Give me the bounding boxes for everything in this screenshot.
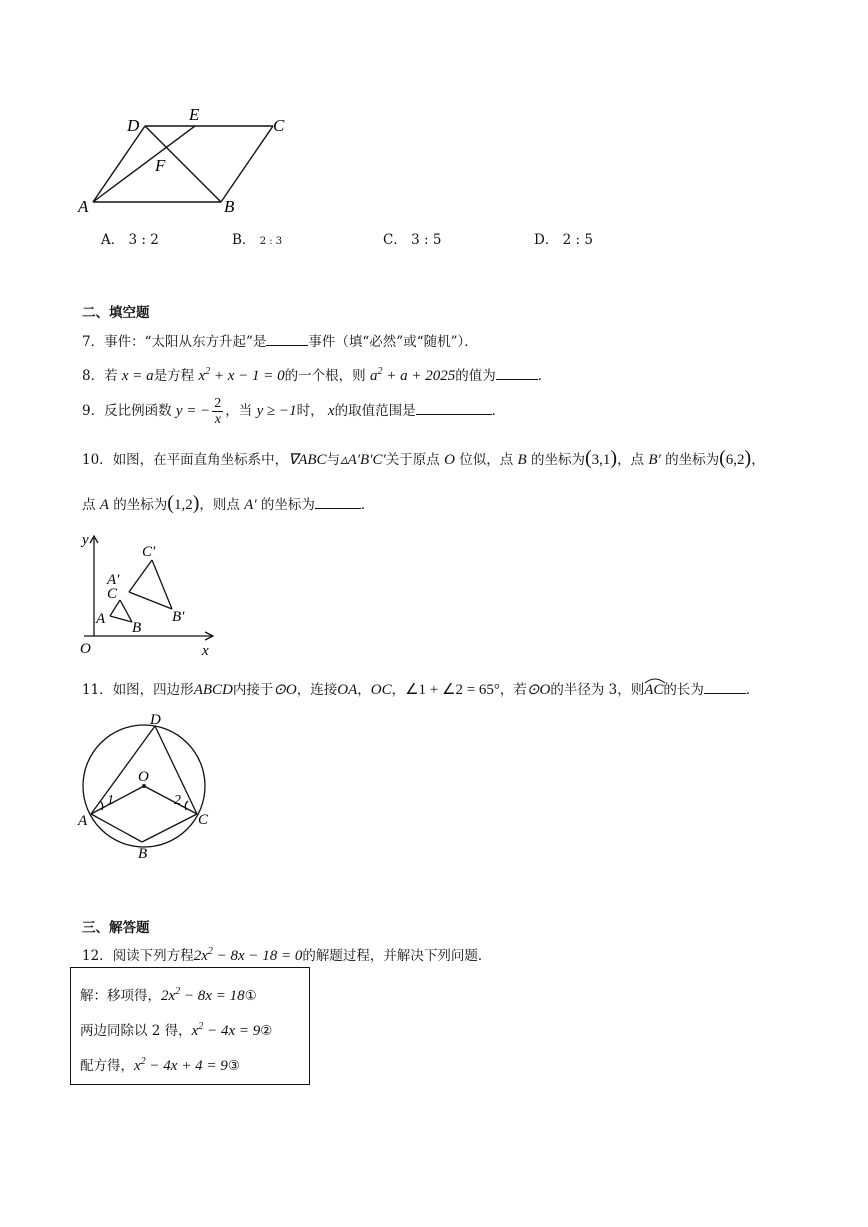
sol-line3-text: 配方得， <box>80 1058 134 1074</box>
q11-p4: ， <box>391 682 406 698</box>
q11-p7: 的长为 <box>663 682 704 698</box>
parallelogram-figure <box>75 104 295 219</box>
label-C: C <box>273 116 285 135</box>
q9-frac-num: 2 <box>214 396 222 411</box>
q8-end: ． <box>537 368 552 384</box>
q10-point-a2: A′ <box>244 497 257 513</box>
q9-p3: 时， <box>296 403 324 419</box>
q9-number: 9． <box>82 403 105 419</box>
q11-sep: ， <box>357 682 371 698</box>
q10-number: 10． <box>82 452 113 468</box>
q9-p2: ，当 <box>225 403 253 419</box>
sol-line3-b: − 4x + 4 = 9 <box>145 1058 228 1074</box>
q10-b2-coord: 6,2 <box>725 452 745 468</box>
q11-arc-label: AC <box>644 682 664 698</box>
q10-b-coord: 3,1 <box>591 452 611 468</box>
option-a-letter: A． <box>101 232 125 248</box>
origin-label: O <box>80 641 91 657</box>
q8-number: 8． <box>82 368 105 384</box>
arc-accent-icon <box>644 676 666 684</box>
question-8 <box>82 364 551 385</box>
coordinate-figure <box>74 528 224 658</box>
solution-line-3 <box>80 1054 240 1075</box>
q11-end: ． <box>745 682 760 698</box>
label-F: F <box>155 156 166 175</box>
q11-oc: OC <box>370 682 392 698</box>
section-2-title: 二、填空题 <box>82 305 150 321</box>
q7-number: 7． <box>82 334 105 350</box>
option-a-text: 3 : 2 <box>128 232 159 248</box>
q11-angle: ∠1 + ∠2 = 65° <box>405 682 500 698</box>
q8-math-2a: x <box>198 368 206 384</box>
q10-p4: 位似，点 <box>459 452 514 468</box>
q11-p5: ，若 <box>499 682 527 698</box>
sol-line2-b: − 4x = 9 <box>203 1023 261 1039</box>
option-c-text: 3 : 5 <box>411 232 442 248</box>
q9-fraction <box>212 396 223 427</box>
q10-p6: ，点 <box>617 452 645 468</box>
q10-line2-p1: 点 <box>82 497 96 513</box>
option-d <box>534 228 593 248</box>
q12-eq-a: 2x <box>193 948 208 964</box>
q8-math-3b: + a + 2025 <box>382 368 456 384</box>
q10-p5: 的坐标为 <box>530 452 585 468</box>
q10-blank <box>315 507 361 509</box>
q12-number: 12． <box>82 948 113 964</box>
option-b-letter: B． <box>232 232 256 248</box>
label-A-prime: A′ <box>107 572 120 588</box>
axis-x-label: x <box>202 643 209 658</box>
q11-p2: 内接于 <box>232 682 274 698</box>
question-11 <box>82 678 759 699</box>
q11-number: 11． <box>82 682 113 698</box>
solution-line-2 <box>80 1019 272 1040</box>
sol-line2-a: x <box>191 1023 199 1039</box>
angle-2-label: 2 <box>174 793 181 808</box>
q8-p4: 的值为 <box>455 368 496 384</box>
q8-math-3a: a <box>369 368 378 384</box>
q11-circle-2: ⊙O <box>526 682 551 698</box>
axis-y-label: y <box>82 532 89 548</box>
q9-math-2: y ≥ −1 <box>256 403 297 419</box>
q9-math-1: y = − <box>175 403 211 419</box>
q12-p2: 的解题过程，并解决下列问题． <box>302 948 492 964</box>
question-10-line-2: 点 A 的坐标为(1,2)，则点 A′ 的坐标为 ． <box>82 492 375 514</box>
q9-math-3: x <box>327 403 335 419</box>
q8-p3: 的一个根，则 <box>284 368 366 384</box>
q11-arc <box>644 682 663 699</box>
q10-line2-p4: 的坐标为 <box>260 497 315 513</box>
option-a <box>101 228 159 248</box>
q10-point-b: B <box>517 452 527 468</box>
sol-line1-a: 2x <box>161 988 176 1004</box>
section-3-title: 三、解答题 <box>82 920 150 936</box>
question-12 <box>82 944 491 965</box>
q8-math-2: $x^2 + x - 1 = 0$ <box>198 366 285 384</box>
sol-line1-math: $2x^2 - 8x = 18$ <box>161 986 245 1004</box>
q7-blank <box>266 344 308 346</box>
sol-line2-text: 两边同除以 2 得， <box>80 1023 192 1039</box>
label-C: C <box>107 586 118 602</box>
label-C: C <box>198 812 209 828</box>
q8-math-3: $a^2 + a + 2025$ <box>369 366 456 384</box>
sol-line2-math: $x^2 - 4x = 9$ <box>191 1021 261 1039</box>
q10-a-coord: 1,2 <box>173 497 193 513</box>
q9-p4: 的取值范围是 <box>334 403 416 419</box>
q10-line2-p3: ，则点 <box>199 497 240 513</box>
label-A: A <box>78 197 89 216</box>
q10-triangle-1: ∇ABC <box>288 452 327 468</box>
q7-text-a: 事件：“太阳从东方升起”是 <box>104 334 267 350</box>
q10-origin: O <box>444 452 455 468</box>
option-b-text: 2 : 3 <box>259 236 283 247</box>
q10-p2: 与 <box>326 452 341 468</box>
q9-end: ． <box>491 403 506 419</box>
label-D: D <box>127 116 140 135</box>
question-9 <box>82 396 505 427</box>
question-7 <box>82 330 478 350</box>
q10-end: ． <box>360 497 375 513</box>
label-D: D <box>150 712 161 728</box>
solution-line-1 <box>80 984 257 1005</box>
q10-p8: ， <box>751 452 765 468</box>
label-B-prime: B′ <box>172 609 185 625</box>
label-O: O <box>138 769 149 785</box>
q10-line2-p2: 的坐标为 <box>113 497 168 513</box>
option-d-text: 2 : 5 <box>562 232 593 248</box>
q10-triangle-2: ▵A′B′C′ <box>340 452 386 468</box>
q12-p1: 阅读下列方程 <box>112 948 194 964</box>
q9-frac-den: x <box>214 412 221 427</box>
q10-point-a: A <box>99 497 109 513</box>
q8-math-2b: + x − 1 = 0 <box>210 368 285 384</box>
sol-line3-mark: ③ <box>227 1058 240 1074</box>
q11-quad: ABCD <box>193 682 233 698</box>
q9-blank <box>416 413 492 415</box>
q8-p2: 是方程 <box>153 368 195 384</box>
sol-line3-a: x <box>134 1058 141 1074</box>
q9-p1: 反比例函数 <box>104 403 172 419</box>
sol-line1-b: − 8x = 18 <box>180 988 245 1004</box>
label-B: B <box>132 620 142 636</box>
option-c-letter: C． <box>383 232 407 248</box>
q11-circle-1: ⊙O <box>273 682 297 698</box>
option-d-letter: D． <box>534 232 559 248</box>
label-B: B <box>224 197 235 216</box>
q12-eq-b: − 8x − 18 = 0 <box>212 948 303 964</box>
label-E: E <box>189 105 200 124</box>
q10-p1: 如图，在平面直角坐标系中， <box>112 452 289 468</box>
label-A: A <box>78 813 88 829</box>
label-B: B <box>138 846 148 862</box>
q11-p6: 的半径为 3，则 <box>550 682 645 698</box>
q11-p3: ，连接 <box>296 682 338 698</box>
label-C-prime: C′ <box>142 544 156 560</box>
q11-blank <box>704 692 746 694</box>
q12-equation: $2x^2 - 8x - 18 = 0$ <box>193 946 303 964</box>
q8-blank <box>496 378 538 380</box>
q8-p1: 若 <box>104 368 118 384</box>
question-10-line-1: 10．如图，在平面直角坐标系中，∇ABC与▵A′B′C′关于原点 O 位似，点 B 的坐标为(3,1)，点 B′ 的坐标为(6,2)， <box>82 447 765 469</box>
option-b <box>232 228 282 248</box>
sol-line2-mark: ② <box>260 1023 273 1039</box>
q10-p3: 关于原点 <box>385 452 440 468</box>
circle-figure <box>72 706 222 866</box>
q7-text-b: 事件（填“必然”或“随机”）． <box>308 334 478 350</box>
q11-p1: 如图，四边形 <box>112 682 194 698</box>
angle-1-label: 1 <box>107 793 114 808</box>
q10-point-b2: B′ <box>648 452 661 468</box>
sol-line3-math: $x^2 - 4x + 4 = 9$ <box>134 1056 228 1074</box>
label-A: A <box>96 611 106 627</box>
option-c <box>383 228 441 248</box>
sol-line1-mark: ① <box>244 988 257 1004</box>
sol-line1-text: 解：移项得， <box>80 988 161 1004</box>
q10-p7: 的坐标为 <box>665 452 720 468</box>
q8-math-1: x = a <box>121 368 154 384</box>
q11-oa: OA <box>337 682 358 698</box>
